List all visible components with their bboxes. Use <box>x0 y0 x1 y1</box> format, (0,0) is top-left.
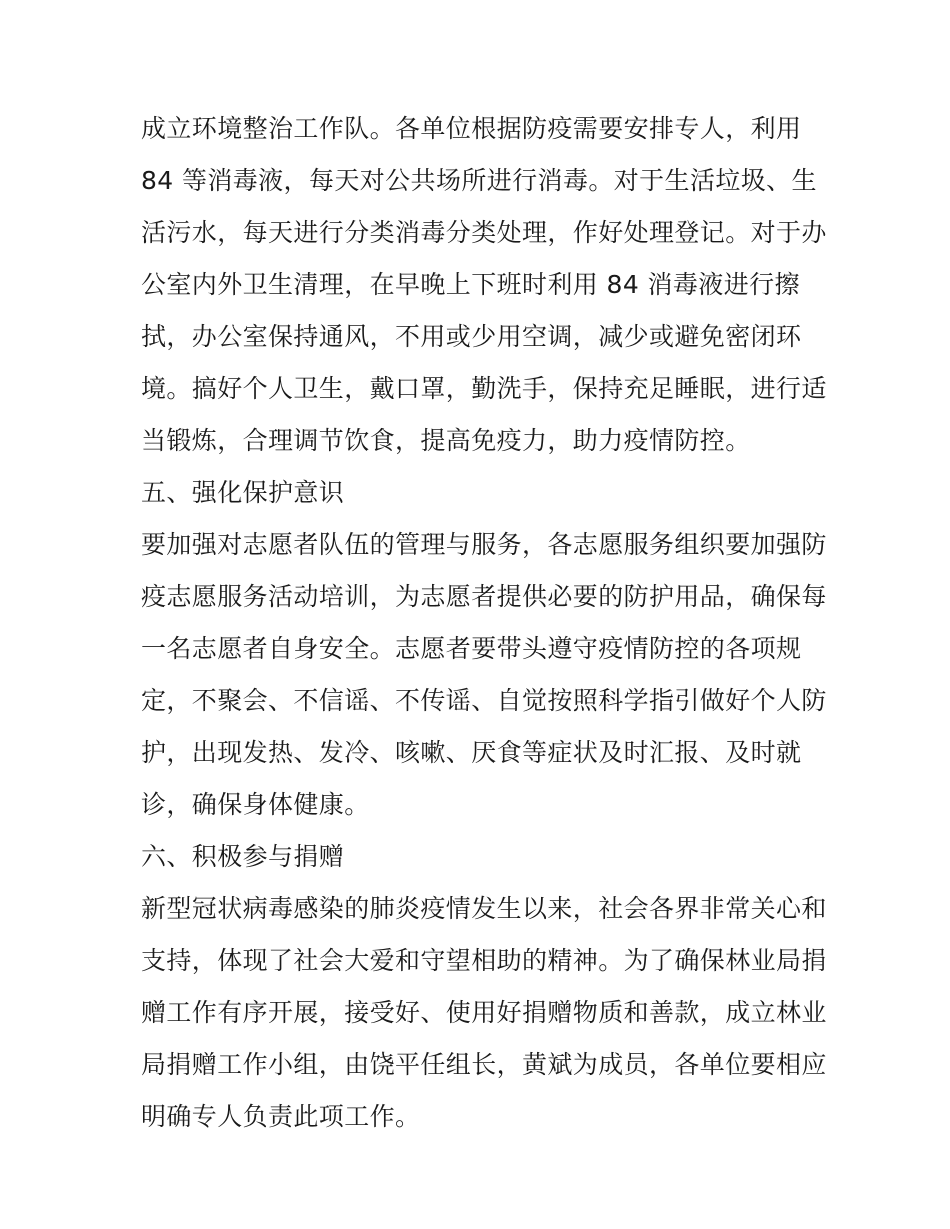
paragraph-line: 新型冠状病毒感染的肺炎疫情发生以来，社会各界非常关心和 <box>141 894 827 923</box>
paragraph-line: 一名志愿者自身安全。志愿者要带头遵守疫情防控的各项规 <box>141 634 802 663</box>
paragraph-line: 疫志愿服务活动培训，为志愿者提供必要的防护用品，确保每 <box>141 582 827 611</box>
paragraph-line: 赠工作有序开展，接受好、使用好捐赠物质和善款，成立林业 <box>141 998 827 1027</box>
paragraph-line: 当锻炼，合理调节饮食，提高免疫力，助力疫情防控。 <box>141 426 751 455</box>
paragraph-line: 要加强对志愿者队伍的管理与服务，各志愿服务组织要加强防 <box>141 530 827 559</box>
paragraph-line: 境。搞好个人卫生，戴口罩，勤洗手，保持充足睡眠，进行适 <box>141 374 827 403</box>
paragraph-line: 成立环境整治工作队。各单位根据防疫需要安排专人，利用 <box>141 114 802 143</box>
paragraph-line: 诊，确保身体健康。 <box>141 790 370 819</box>
section-heading: 五、强化保护意识 <box>141 478 345 507</box>
section-heading: 六、积极参与捐赠 <box>141 842 345 871</box>
paragraph-line: 公室内外卫生清理，在早晚上下班时利用 84 消毒液进行擦 <box>141 270 800 299</box>
paragraph-line: 支持，体现了社会大爱和守望相助的精神。为了确保林业局捐 <box>141 946 827 975</box>
paragraph-line: 局捐赠工作小组，由饶平任组长，黄斌为成员，各单位要相应 <box>141 1050 827 1079</box>
paragraph-line: 定，不聚会、不信谣、不传谣、自觉按照科学指引做好个人防 <box>141 686 827 715</box>
paragraph-line: 拭，办公室保持通风，不用或少用空调，减少或避免密闭环 <box>141 322 802 351</box>
paragraph-line: 明确专人负责此项工作。 <box>141 1102 421 1131</box>
paragraph-line: 护，出现发热、发冷、咳嗽、厌食等症状及时汇报、及时就 <box>141 738 802 767</box>
paragraph-line: 活污水，每天进行分类消毒分类处理，作好处理登记。对于办 <box>141 218 827 247</box>
paragraph-line: 84 等消毒液，每天对公共场所进行消毒。对于生活垃圾、生 <box>141 166 817 195</box>
